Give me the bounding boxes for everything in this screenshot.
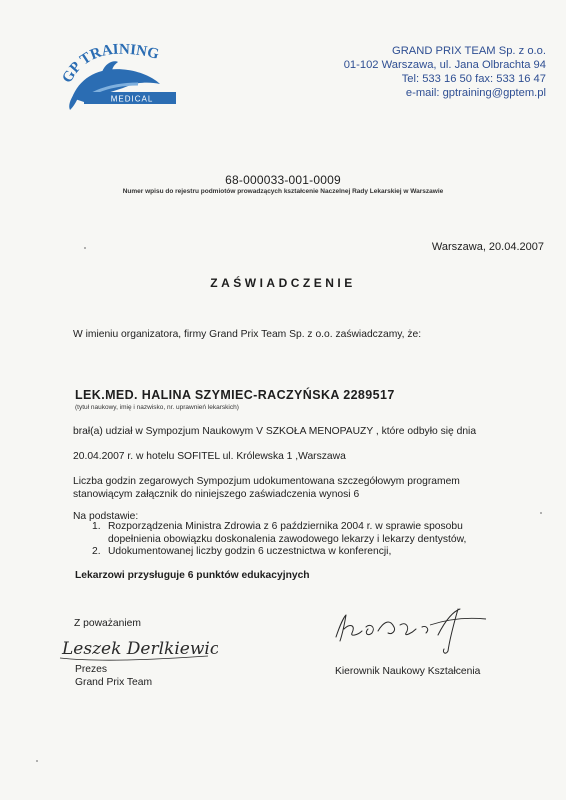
basis-item-1-line2: dopełnienia obowiązku doskonalenia zawodowego lekarzy i lekarzy dentystów, — [108, 534, 467, 545]
registry-caption: Numer wpisu do rejestru podmiotów prowadzących kształcenie Naczelnej Rady Lekarskiej w Warszawie — [122, 188, 444, 195]
president-role: Prezes — [75, 664, 108, 675]
regards-text: Z poważaniem — [74, 618, 141, 629]
company-name: GRAND PRIX TEAM Sp. z o.o. — [392, 45, 546, 57]
scan-speck — [540, 512, 542, 514]
company-email: e-mail: gptraining@gptem.pl — [405, 87, 546, 99]
hours-text-line2: stanowiącym załącznik do niniejszego zaświadczenia wynosi 6 — [73, 489, 360, 500]
scan-speck — [84, 247, 86, 249]
hours-text-line1: Liczba godzin zegarowych Sympozjum udokumentowana szczegółowym programem — [73, 476, 460, 487]
basis-item-2-number: 2. — [92, 546, 101, 557]
education-points: Lekarzowi przysługuje 6 punktów edukacyjnych — [75, 570, 310, 581]
president-signature — [58, 628, 218, 664]
basis-item-2-line1: Udokumentowanej liczby godzin 6 uczestnictwa w konferencji, — [108, 546, 392, 557]
scientific-director-role: Kierownik Naukowy Kształcenia — [335, 666, 481, 677]
company-address: 01-102 Warszawa, ul. Jana Olbrachta 94 — [343, 59, 546, 71]
recipient-name: LEK.MED. HALINA SZYMIEC-RACZYŃSKA 2289517 — [75, 388, 395, 402]
logo-band-text: MEDICAL — [110, 94, 154, 104]
intro-text: W imieniu organizatora, firmy Grand Prix Team Sp. z o.o. zaświadczamy, że: — [73, 329, 422, 340]
scan-speck — [36, 760, 38, 762]
logo-top-text: P TRAINING — [66, 41, 161, 77]
recipient-caption: (tytuł naukowy, imię i nazwisko, nr. uprawnień lekarskich) — [75, 404, 239, 411]
company-phone-fax: Tel: 533 16 50 fax: 533 16 47 — [401, 73, 546, 85]
basis-item-1-line1: Rozporządzenia Ministra Zdrowia z 6 października 2004 r. w sprawie sposobu — [108, 521, 463, 532]
president-company: Grand Prix Team — [75, 677, 153, 688]
scientific-director-signature — [330, 605, 500, 655]
registry-number: 68-000033-001-0009 — [225, 173, 341, 187]
participation-text: brał(a) udział w Sympozjum Naukowym V SZKOŁA MENOPAUZY , które odbyło się dnia — [73, 426, 477, 437]
basis-label: Na podstawie: — [73, 511, 139, 522]
president-signature-handwriting: Leszek Derlkiewicz — [62, 639, 218, 659]
date-location-text: 20.04.2007 r. w hotelu SOFITEL ul. Królewska 1 ,Warszawa — [73, 451, 346, 462]
place-date: Warszawa, 20.04.2007 — [431, 241, 544, 253]
gp-training-logo — [62, 32, 182, 112]
document-title: ZAŚWIADCZENIE — [210, 276, 356, 290]
basis-item-1-number: 1. — [92, 521, 101, 532]
